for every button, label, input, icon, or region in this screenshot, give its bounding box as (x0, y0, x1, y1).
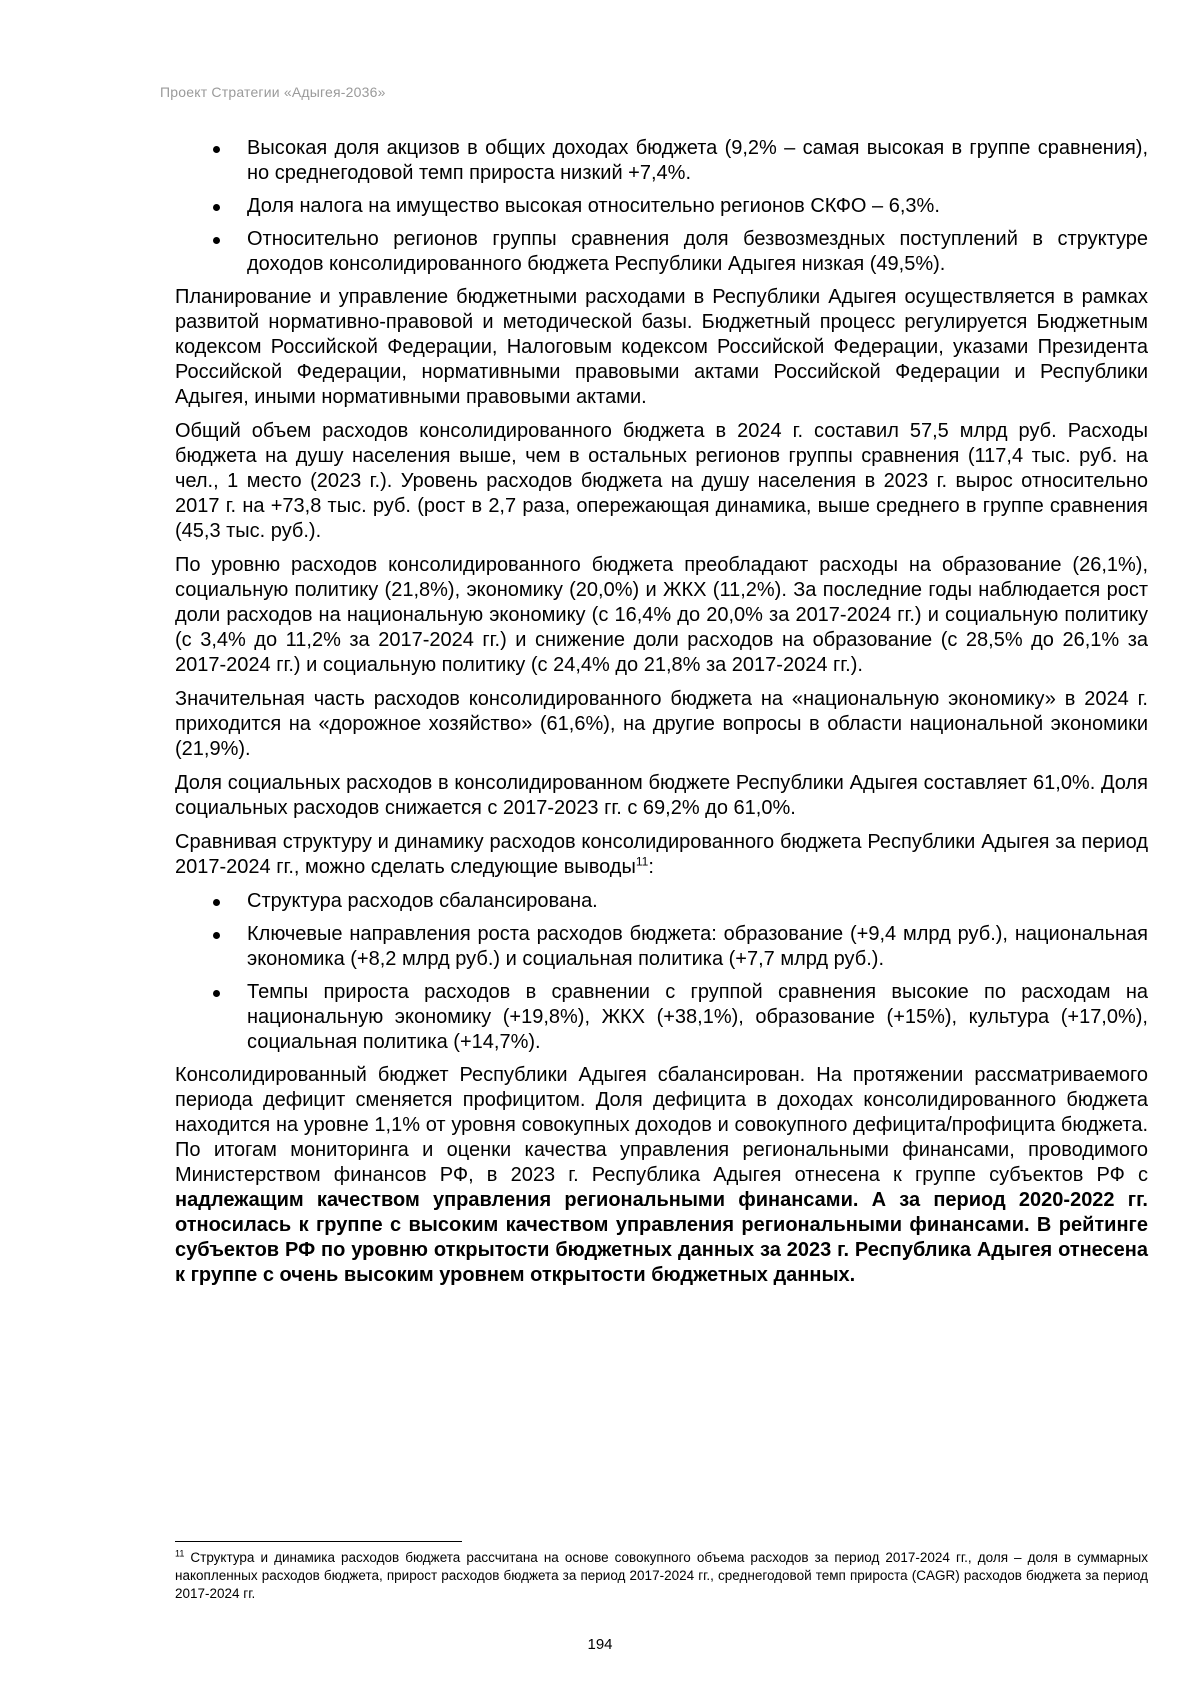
list-item-text: Структура расходов сбалансирована. (247, 890, 598, 912)
list-item (175, 136, 1148, 186)
list-item-text: Доля налога на имущество высокая относительно регионов СКФО – 6,3%. (247, 195, 940, 217)
paragraph-budget-planning: Планирование и управление бюджетными расходами в Республики Адыгея осуществляется в рамках развитой нормативно-правовой и методической базы. Бюджетный процесс регулируется Бюджетным кодексом Российской Федерации, Налоговым кодексом Российской Федерации, указами Президента Российской Федерации, нормативными правовыми актами Российской Федерации и Республики Адыгея, иными нормативными правовыми актами. (175, 286, 1148, 408)
document-body (175, 136, 1148, 1297)
list-item-text: Относительно регионов группы сравнения доля безвозмездных поступлений в структуре доходов консолидированного бюджета Республики Адыгея низкая (49,5%). (247, 228, 1148, 275)
bullet-icon (213, 204, 220, 211)
footnote-number: 11 (175, 1548, 185, 1559)
paragraph-expenditure-structure: По уровню расходов консолидированного бюджета преобладают расходы на образование (26,1%), социальную политику (21,8%), экономику (20,0%) и ЖКХ (11,2%). За последние годы наблюдается рост доли расходов на национальную экономику (с 16,4% до 20,0% за 2017-2024 гг.) и социальную политику (с 3,4% до 11,2% за 2017-2024 гг.) и снижение доли расходов на образование (с 28,5% до 26,1% за 2017-2024 гг.) и социальную политику (с 24,4% до 21,8% за 2017-2024 гг.). (175, 554, 1148, 676)
paragraph-budget-balance (175, 1063, 1148, 1288)
footnote-reference[interactable]: 11 (635, 854, 649, 869)
list-item-text: Темпы прироста расходов в сравнении с группой сравнения высокие по расходам на национальную экономику (+19,8%), ЖКХ (+38,1%), образование (+15%), культура (+17,0%), социальная политика (+14,7%). (247, 981, 1148, 1053)
conclusion-bullet-list (175, 889, 1148, 1055)
bullet-icon (213, 237, 220, 244)
paragraph-national-economy: Значительная часть расходов консолидированного бюджета на «национальную экономику» в 2024 г. приходится на «дорожное хозяйство» (61,6%), на другие вопросы в области национальной экономики (21,9%). (175, 688, 1148, 760)
paragraph-expenditure-volume: Общий объем расходов консолидированного бюджета в 2024 г. составил 57,5 млрд руб. Расходы бюджета на душу населения выше, чем в остальных регионов группы сравнения (117,4 тыс. руб. на чел., 1 место (2023 г.). Уровень расходов бюджета на душу населения в 2023 г. вырос относительно 2017 г. на +73,8 тыс. руб. (рост в 2,7 раза, опережающая динамика, выше среднего в группе сравнения (45,3 тыс. руб.). (175, 420, 1148, 542)
footnote (175, 1549, 1148, 1603)
bullet-icon (213, 146, 220, 153)
list-item-text: Высокая доля акцизов в общих доходах бюджета (9,2% – самая высокая в группе сравнения), но среднегодовой темп прироста низкий +7,4%. (247, 137, 1148, 184)
page-number: 194 (587, 1636, 613, 1653)
list-item-text: Ключевые направления роста расходов бюджета: образование (+9,4 млрд руб.), национальная экономика (+8,2 млрд руб.) и социальная политика (+7,7 млрд руб.). (247, 923, 1148, 970)
budget-balance-bold-text: надлежащим качеством управления региональными финансами. А за период 2020-2022 гг. относилась к группе с высоким качеством управления региональными финансами. В рейтинге субъектов РФ по уровню открытости бюджетных данных за 2023 г. Республика Адыгея отнесена к группе с очень высоким уровнем открытости бюджетных данных. (175, 1189, 1148, 1286)
list-item (175, 889, 1148, 914)
paragraph-social-expenditure: Доля социальных расходов в консолидированном бюджете Республики Адыгея составляет 61,0%. Доля социальных расходов снижается с 2017-2023 гг. с 69,2% до 61,0%. (175, 772, 1148, 819)
top-bullet-list (175, 136, 1148, 277)
list-item (175, 922, 1148, 972)
paragraph-conclusions-intro (175, 830, 1148, 880)
budget-balance-text: Консолидированный бюджет Республики Адыгея сбалансирован. На протяжении рассматриваемого периода дефицит сменяется профицитом. Доля дефицита в доходах консолидированного бюджета находится на уровне 1,1% от уровня совокупных доходов и совокупного дефицита/профицита бюджета. По итогам мониторинга и оценки качества управления региональными финансами, проводимого Министерством финансов РФ, в 2023 г. Республика Адыгея отнесена к группе субъектов РФ с (175, 1064, 1148, 1186)
bullet-icon (213, 990, 220, 997)
conclusions-intro-text: Сравнивая структуру и динамику расходов консолидированного бюджета Республики Адыгея за период 2017-2024 гг., можно сделать следующие выводы (175, 831, 1148, 878)
page-header: Проект Стратегии «Адыгея-2036» (160, 84, 386, 100)
list-item (175, 980, 1148, 1055)
bullet-icon (213, 932, 220, 939)
list-item (175, 227, 1148, 277)
list-item (175, 194, 1148, 219)
conclusions-intro-colon: : (648, 856, 654, 878)
footnote-text: Структура и динамика расходов бюджета рассчитана на основе совокупного объема расходов за период 2017-2024 гг., доля – доля в суммарных накопленных расходов бюджета, прирост расходов бюджета за период 2017-2024 гг., среднегодовой темп прироста (CAGR) расходов бюджета за период 2017-2024 гг. (175, 1550, 1148, 1601)
bullet-icon (213, 899, 220, 906)
footnote-divider (175, 1541, 462, 1542)
